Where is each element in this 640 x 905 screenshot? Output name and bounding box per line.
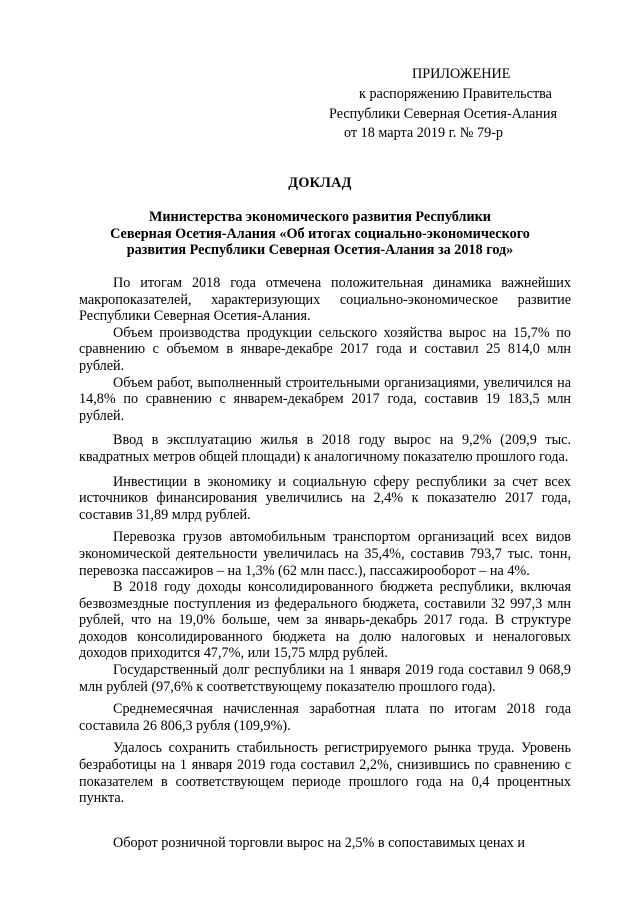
paragraph: Объем производства продукции сельского хозяйства вырос на 15,7% по сравнению с объемом в январе-декабре 2017 года и составил 25 814,0 млн рублей. xyxy=(79,324,571,374)
paragraph: Удалось сохранить стабильность регистрируемого рынка труда. Уровень безработицы на 1 января 2019 года составил 2,2%, снизившись по сравнению с показателем в соответствующем периоде прошлого года на 0,4 процентных пункта. xyxy=(79,740,571,807)
paragraph: Перевозка грузов автомобильным транспортом организаций всех видов экономической деятельности увеличилась на 35,4%, составив 793,7 тыс. тонн, перевозка пассажиров – на 1,3% (62 млн пасс.), пассажирооборот – на 4%. xyxy=(79,529,571,579)
subtitle-line: Министерства экономического развития Республики xyxy=(148,209,491,225)
paragraph: Ввод в эксплуатацию жилья в 2018 году вырос на 9,2% (209,9 тыс. квадратных метров общей площади) к аналогичному показателю прошлого года. xyxy=(79,432,571,465)
document-body xyxy=(79,275,571,851)
appendix-date-number: от 18 марта 2019 г. № 79-р xyxy=(344,125,504,141)
document-subtitle xyxy=(80,209,560,259)
paragraph: Инвестиции в экономику и социальную сферу республики за счет всех источников финансирования увеличились на 2,4% к показателю 2017 года, составив 31,89 млрд рублей. xyxy=(79,473,571,523)
paragraph: Государственный долг республики на 1 января 2019 года составил 9 068,9 млн рублей (97,6% к соответствующему показателю прошлого года). xyxy=(79,662,571,695)
subtitle-line: Северная Осетия-Алания «Об итогах социально-экономического xyxy=(110,225,530,242)
paragraph: Среднемесячная начисленная заработная плата по итогам 2018 года составила 26 806,3 рубля (109,9%). xyxy=(79,701,571,734)
appendix-label: ПРИЛОЖЕНИЕ xyxy=(412,66,511,82)
paragraph: В 2018 году доходы консолидированного бюджета республики, включая безвозмездные поступления из федерального бюджета, составили 32 997,3 млн рублей, что на 19,0% больше, чем за январь-декабрь 2017 года. В структуре доходов консолидированного бюджета на долю налоговых и неналоговых доходов приходится 47,7%, или 15,75 млрд рублей. xyxy=(79,579,571,662)
paragraph: По итогам 2018 года отмечена положительная динамика важнейших макропоказателей, характеризующих социально-экономическое развитие Республики Северная Осетия-Алания. xyxy=(79,275,571,325)
appendix-republic: Республики Северная Осетия-Алания xyxy=(329,106,558,122)
paragraph: Объем работ, выполненный строительными организациями, увеличился на 14,8% по сравнению с январем-декабрем 2017 года, составив 19 183,5 млн рублей. xyxy=(79,374,571,424)
paragraph: Оборот розничной торговли вырос на 2,5% в сопоставимых ценах и xyxy=(113,834,525,851)
subtitle-line: развития Республики Северная Осетия-Алания за 2018 год» xyxy=(126,242,514,259)
appendix-order: к распоряжению Правительства xyxy=(359,86,552,102)
document-title: ДОКЛАД xyxy=(288,175,352,191)
